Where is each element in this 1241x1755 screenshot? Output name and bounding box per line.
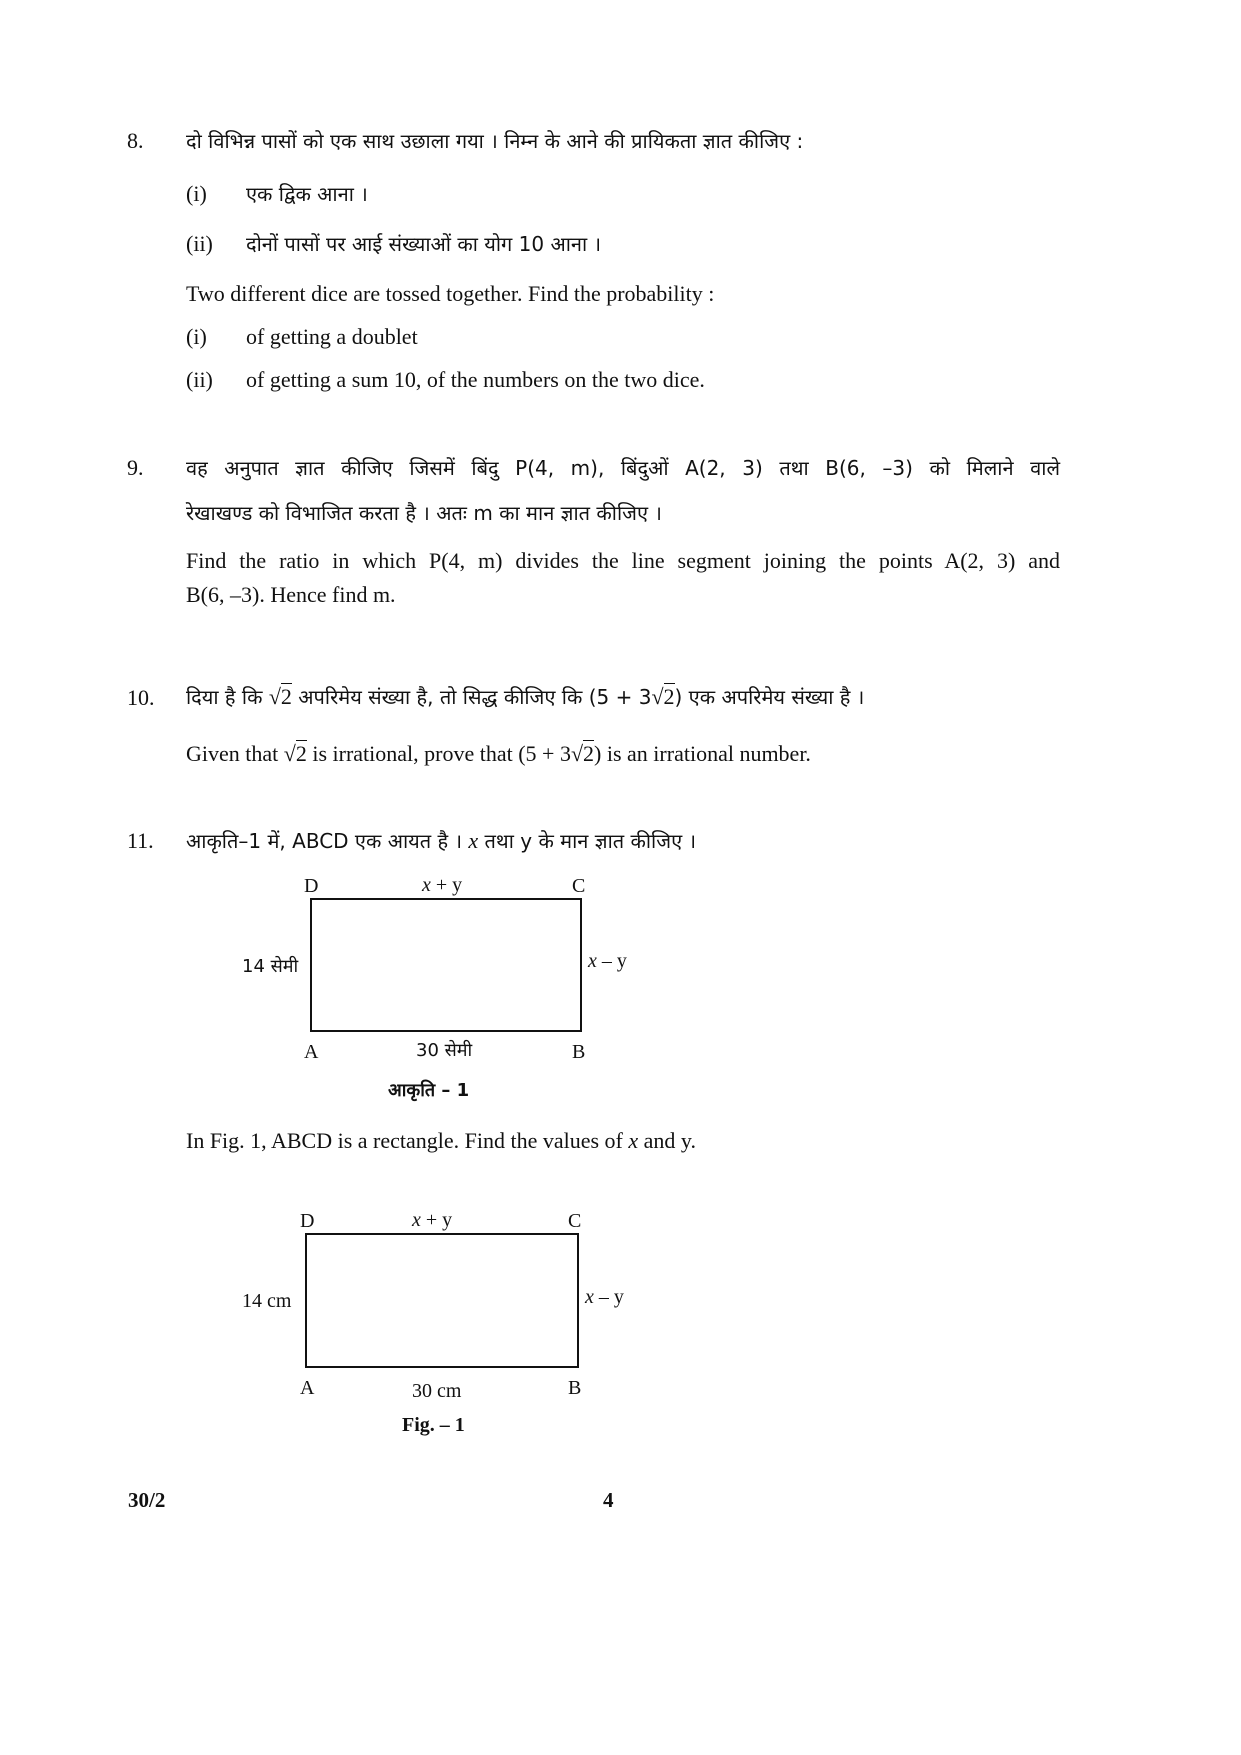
fig-hi-left-label: 14 सेमी: [242, 956, 299, 977]
q11-hi-stem-a: आकृति–1 में, ABCD एक आयत है ।: [186, 829, 469, 853]
q8-en-part2-text: of getting a sum 10, of the numbers on the two dice.: [246, 367, 705, 392]
fig-hi-vertex-c: C: [572, 875, 586, 897]
q8-number: 8.: [127, 128, 144, 153]
fig-hi-top-rest: + y: [430, 874, 463, 896]
q10-number: 10.: [127, 685, 155, 710]
fig-en-right-rest: – y: [593, 1286, 624, 1308]
q11-hindi-stem: [186, 828, 696, 854]
fig-hi-vertex-d: D: [304, 875, 319, 897]
q10-hi-root1: 2: [280, 684, 292, 709]
q8-en-part1-text: of getting a doublet: [246, 324, 418, 349]
fig-en-left-label: 14 cm: [242, 1290, 292, 1312]
fig-en-right-x: x: [585, 1286, 594, 1308]
fig-hi-vertex-b: B: [572, 1041, 586, 1063]
q10-en-text-b: is irrational, prove that (5 + 3: [306, 741, 571, 766]
q8-english-stem: Two different dice are tossed together. Find the probability :: [186, 281, 715, 306]
page-number: 4: [603, 1488, 614, 1512]
q9-hindi-line1: वह अनुपात ज्ञात कीजिए जिसमें बिंदु P(4, m), बिंदुओं A(2, 3) तथा B(6, –3) को मिलाने वाले: [186, 456, 1060, 480]
fig-en-top-label: [412, 1209, 452, 1231]
q9-hindi-line2: रेखाखण्ड को विभाजित करता है । अतः m का मान ज्ञात कीजिए ।: [186, 501, 662, 525]
q8-hi-part1-text: एक द्विक आना ।: [246, 182, 368, 206]
q10-english-line: [186, 741, 811, 767]
fig-en-vertex-d: D: [300, 1210, 315, 1232]
q10-hindi-line: [186, 684, 864, 710]
fig-hi-caption: आकृति – 1: [388, 1080, 470, 1101]
fig-en-bottom-label: 30 cm: [412, 1380, 462, 1402]
paper-code: 30/2: [128, 1488, 166, 1512]
fig-hi-right-rest: – y: [596, 950, 627, 972]
q8-en-part1-label: (i): [186, 324, 207, 349]
q11-hi-stem-x: x: [468, 828, 479, 853]
q8-hindi-stem: दो विभिन्न पासों को एक साथ उछाला गया । निम्न के आने की प्रायिकता ज्ञात कीजिए :: [186, 129, 804, 153]
q11-en-stem-b: and y.: [638, 1128, 696, 1153]
fig-en-caption: Fig. – 1: [402, 1414, 465, 1436]
q11-en-stem-a: In Fig. 1, ABCD is a rectangle. Find the values of: [186, 1128, 629, 1153]
q11-en-stem-x: x: [628, 1128, 639, 1153]
q8-en-part2-label: (ii): [186, 367, 213, 392]
q8-hi-part1-label: (i): [186, 181, 207, 206]
fig-hi-top-x: x: [422, 874, 431, 896]
fig-en-top-x: x: [412, 1209, 421, 1231]
q8-hi-part2-text: दोनों पासों पर आई संख्याओं का योग 10 आना ।: [246, 232, 602, 256]
q10-en-text-c: ) is an irrational number.: [594, 741, 811, 766]
q10-en-root1: 2: [295, 741, 307, 766]
sqrt-symbol: √: [570, 741, 584, 766]
fig-hi-right-x: x: [588, 950, 597, 972]
sqrt-symbol: √: [283, 741, 296, 766]
q10-hi-text-b: अपरिमेय संख्या है, तो सिद्ध कीजिए कि (5 + 3: [291, 685, 652, 709]
q10-en-root2: 2: [583, 741, 595, 766]
sqrt-symbol: √: [268, 684, 281, 709]
q8-hi-part2-label: (ii): [186, 231, 213, 256]
fig-hi-bottom-label: 30 सेमी: [416, 1040, 473, 1061]
fig-en-vertex-b: B: [568, 1377, 582, 1399]
q10-hi-text-a: दिया है कि: [186, 685, 269, 709]
fig-hi-top-label: [422, 874, 462, 896]
fig-en-right-label: [585, 1286, 624, 1308]
q10-hi-text-c: ) एक अपरिमेय संख्या है ।: [674, 685, 865, 709]
fig-hi-vertex-a: A: [304, 1041, 319, 1063]
q10-hi-root2: 2: [663, 684, 675, 709]
fig-hi-right-label: [588, 950, 627, 972]
q10-en-text-a: Given that: [186, 741, 284, 766]
q11-number: 11.: [127, 828, 154, 853]
q9-english-line2: B(6, –3). Hence find m.: [186, 582, 396, 607]
q11-hi-stem-b: तथा y के मान ज्ञात कीजिए ।: [478, 829, 697, 853]
sqrt-symbol: √: [651, 684, 664, 709]
fig-en-top-rest: + y: [420, 1209, 453, 1231]
q11-english-stem: [186, 1128, 696, 1154]
fig-en-vertex-c: C: [568, 1210, 582, 1232]
fig-en-vertex-a: A: [300, 1377, 315, 1399]
fig-hi-rectangle: [310, 898, 582, 1032]
q9-english-line1: Find the ratio in which P(4, m) divides the line segment joining the points A(2, 3) and: [186, 548, 1060, 573]
q9-number: 9.: [127, 455, 144, 480]
fig-en-rectangle: [305, 1233, 579, 1368]
